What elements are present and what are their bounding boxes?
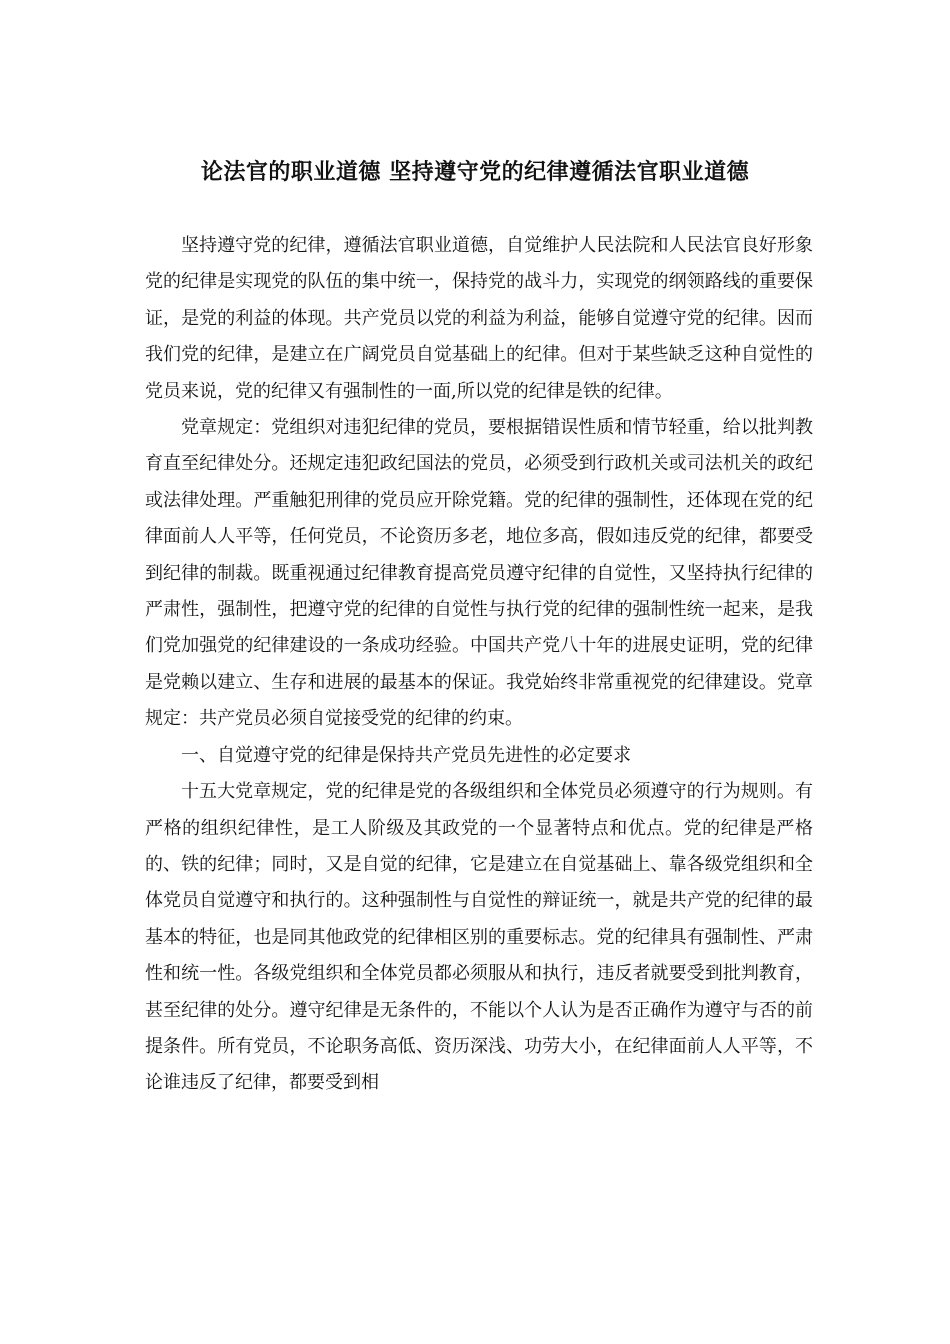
document-body [145,228,813,1102]
paragraph: 坚持遵守党的纪律，遵循法官职业道德，自觉维护人民法院和人民法官良好形象党的纪律是实现党的队伍的集中统一，保持党的战斗力，实现党的纲领路线的重要保证，是党的利益的体现。共产党员以党的利益为利益，能够自觉遵守党的纪律。因而我们党的纪律，是建立在广阔党员自觉基础上的纪律。但对于某些缺乏这种自觉性的党员来说，党的纪律又有强制性的一面,所以党的纪律是铁的纪律。 [145,235,813,402]
document-title: 论法官的职业道德 坚持遵守党的纪律遵循法官职业道德 [200,159,750,185]
section-heading: 一、自觉遵守党的纪律是保持共产党员先进性的必定要求 [181,744,631,766]
paragraph: 十五大党章规定，党的纪律是党的各级组织和全体党员必须遵守的行为规则。有严格的组织纪律性，是工人阶级及其政党的一个显著特点和优点。党的纪律是严格的、铁的纪律；同时，又是自觉的纪律，它是建立在自觉基础上、靠各级党组织和全体党员自觉遵守和执行的。这种强制性与自觉性的辩证统一，就是共产党的纪律的最基本的特征，也是同其他政党的纪律相区别的重要标志。党的纪律具有强制性、严肃性和统一性。各级党组织和全体党员都必须服从和执行，违反者就要受到批判教育，甚至纪律的处分。遵守纪律是无条件的，不能以个人认为是否正确作为遵守与否的前提条件。所有党员，不论职务高低、资历深浅、功劳大小，在纪律面前人人平等，不论谁违反了纪律，都要受到相 [145,781,813,1094]
paragraph: 党章规定：党组织对违犯纪律的党员，要根据错误性质和情节轻重，给以批判教育直至纪律处分。还规定违犯政纪国法的党员，必须受到行政机关或司法机关的政纪或法律处理。严重触犯刑律的党员应开除党籍。党的纪律的强制性，还体现在党的纪律面前人人平等，任何党员，不论资历多老，地位多高，假如违反党的纪律，都要受到纪律的制裁。既重视通过纪律教育提高党员遵守纪律的自觉性，又坚持执行纪律的严肃性，强制性，把遵守党的纪律的自觉性与执行党的纪律的强制性统一起来，是我们党加强党的纪律建设的一条成功经验。中国共产党八十年的进展史证明，党的纪律是党赖以建立、生存和进展的最基本的保证。我党始终非常重视党的纪律建设。党章规定：共产党员必须自觉接受党的纪律的约束。 [145,417,813,730]
